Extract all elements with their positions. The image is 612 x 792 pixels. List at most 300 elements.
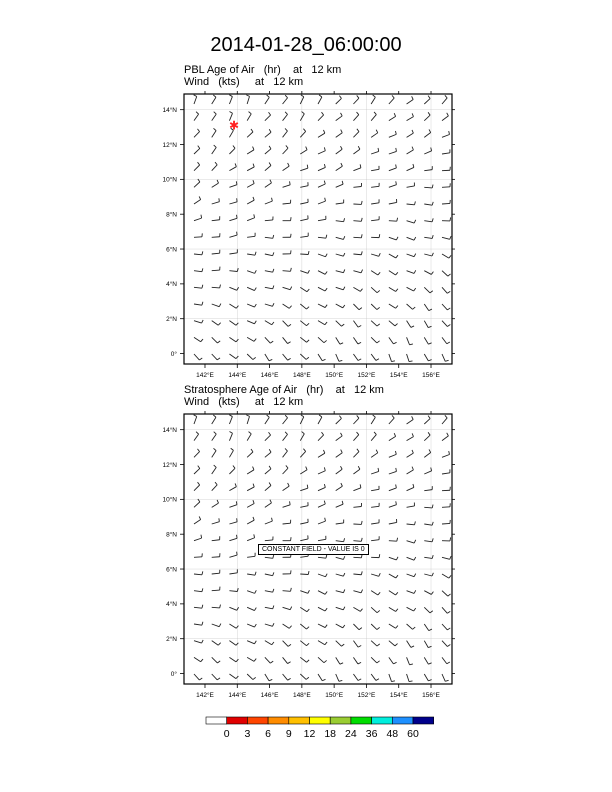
wind-barb bbox=[389, 321, 398, 326]
wind-barb bbox=[389, 519, 397, 524]
wind-barb bbox=[194, 571, 203, 574]
wind-barb bbox=[247, 607, 256, 610]
wind-barb bbox=[247, 164, 254, 171]
wind-barb bbox=[247, 449, 253, 457]
wind-barb bbox=[247, 354, 256, 360]
wind-barb bbox=[371, 183, 379, 188]
wind-barb bbox=[194, 535, 202, 541]
wind-barb bbox=[247, 147, 254, 154]
wind-barb bbox=[407, 254, 416, 257]
wind-barb bbox=[229, 304, 238, 308]
wind-barb bbox=[265, 95, 269, 104]
wind-barb bbox=[265, 657, 273, 663]
colorbar-label: 3 bbox=[244, 728, 251, 740]
wind-barb bbox=[265, 572, 274, 575]
wind-barb bbox=[318, 130, 325, 137]
y-tick-label: 0° bbox=[170, 350, 177, 358]
wind-barb bbox=[300, 607, 309, 611]
wind-barb bbox=[247, 180, 254, 187]
wind-barb bbox=[336, 181, 343, 188]
wind-barb bbox=[300, 657, 309, 662]
wind-barb bbox=[442, 415, 447, 424]
wind-barb bbox=[336, 269, 345, 272]
wind-barb bbox=[336, 199, 344, 204]
bottom-panel-subtitle: Wind (kts) at 12 km bbox=[184, 396, 304, 408]
wind-barb bbox=[371, 641, 380, 646]
wind-barb bbox=[265, 589, 274, 592]
wind-barb bbox=[389, 287, 398, 291]
wind-barb bbox=[212, 162, 217, 171]
wind-barb bbox=[424, 96, 430, 104]
wind-barb bbox=[442, 321, 450, 327]
wind-barb bbox=[407, 467, 414, 474]
wind-barb bbox=[336, 337, 343, 344]
wind-barb bbox=[283, 200, 291, 204]
wind-barb bbox=[407, 433, 414, 440]
wind-barb bbox=[336, 624, 345, 628]
wind-barb bbox=[283, 112, 288, 121]
colorbar-swatch bbox=[206, 717, 227, 724]
wind-barb bbox=[389, 484, 397, 490]
wind-barb bbox=[389, 237, 398, 240]
wind-barb bbox=[407, 182, 415, 187]
wind-barb bbox=[265, 500, 272, 508]
wind-barb bbox=[246, 415, 249, 424]
wind-barb bbox=[247, 287, 256, 290]
wind-barb bbox=[212, 605, 221, 608]
wind-barb bbox=[194, 432, 199, 441]
wind-barb bbox=[318, 432, 324, 440]
wind-barb bbox=[407, 657, 413, 664]
wind-barb bbox=[247, 129, 253, 137]
wind-barb bbox=[336, 556, 345, 559]
wind-barb bbox=[318, 536, 326, 541]
wind-barb bbox=[212, 95, 216, 104]
wind-barb bbox=[229, 535, 237, 541]
wind-barb bbox=[265, 286, 274, 289]
colorbar-label: 6 bbox=[265, 728, 272, 740]
wind-barb bbox=[389, 538, 398, 541]
x-tick-label: 152°E bbox=[357, 372, 376, 379]
wind-barb bbox=[407, 557, 416, 560]
y-tick-label: 12°N bbox=[162, 461, 177, 469]
wind-barb bbox=[336, 321, 345, 327]
wind-barb bbox=[353, 432, 358, 441]
wind-barb bbox=[424, 624, 432, 631]
wind-barb bbox=[318, 467, 325, 474]
wind-barb bbox=[283, 537, 291, 540]
wind-barb bbox=[424, 202, 433, 205]
wind-barb bbox=[424, 185, 433, 188]
wind-barb bbox=[407, 674, 413, 682]
wind-barb bbox=[442, 674, 449, 681]
wind-barb bbox=[407, 270, 416, 273]
wind-barb bbox=[300, 354, 309, 359]
wind-barb bbox=[371, 304, 380, 310]
wind-barb bbox=[442, 183, 450, 187]
x-tick-label: 144°E bbox=[228, 372, 247, 379]
wind-barb bbox=[194, 449, 200, 457]
colorbar-swatch bbox=[227, 717, 248, 724]
wind-barb bbox=[229, 232, 237, 238]
wind-barb bbox=[407, 337, 413, 344]
wind-barb bbox=[318, 607, 327, 611]
wind-barb bbox=[424, 641, 431, 648]
wind-barb bbox=[353, 218, 362, 221]
wind-barb bbox=[229, 624, 238, 628]
wind-barb bbox=[265, 466, 271, 474]
wind-barb bbox=[194, 553, 202, 557]
wind-barb bbox=[442, 287, 450, 293]
colorbar-label: 48 bbox=[386, 728, 399, 740]
wind-barb bbox=[247, 572, 256, 575]
wind-barb bbox=[353, 251, 362, 254]
wind-barb bbox=[283, 234, 291, 238]
wind-barb bbox=[442, 95, 447, 104]
wind-barb bbox=[300, 674, 309, 679]
x-tick-label: 152°E bbox=[357, 692, 376, 699]
wind-barb bbox=[353, 146, 359, 154]
wind-barb bbox=[424, 253, 433, 256]
wind-barb bbox=[389, 607, 398, 611]
wind-barb bbox=[424, 304, 432, 311]
wind-barb bbox=[300, 519, 308, 524]
wind-barb bbox=[300, 270, 309, 273]
wind-barb bbox=[371, 624, 380, 630]
wind-barb bbox=[407, 304, 416, 309]
wind-barb bbox=[371, 253, 380, 256]
colorbar-label: 0 bbox=[223, 728, 230, 740]
wind-barb bbox=[300, 337, 309, 342]
wind-barb bbox=[424, 674, 431, 681]
wind-barb bbox=[407, 113, 414, 120]
wind-barb bbox=[371, 657, 379, 663]
y-tick-label: 14°N bbox=[162, 106, 177, 114]
x-tick-label: 148°E bbox=[292, 372, 311, 379]
wind-barb bbox=[229, 181, 237, 187]
wind-barb bbox=[212, 448, 216, 457]
wind-barb bbox=[442, 271, 451, 276]
y-tick-label: 4°N bbox=[166, 281, 177, 289]
wind-barb bbox=[229, 95, 232, 104]
colorbar-label: 18 bbox=[324, 728, 337, 740]
wind-barb bbox=[407, 521, 416, 524]
wind-barb bbox=[424, 287, 433, 293]
wind-barb bbox=[229, 146, 235, 154]
wind-barb bbox=[283, 624, 292, 628]
wind-barb bbox=[442, 607, 450, 613]
wind-barb bbox=[212, 337, 220, 343]
wind-barb bbox=[353, 521, 362, 524]
wind-barb bbox=[194, 674, 202, 680]
wind-barb bbox=[371, 271, 380, 275]
wind-barb bbox=[300, 165, 308, 171]
wind-barb bbox=[336, 450, 343, 458]
wind-barb bbox=[407, 220, 416, 223]
wind-barb bbox=[300, 467, 307, 474]
wind-barb bbox=[247, 553, 255, 558]
wind-barb bbox=[442, 304, 450, 310]
wind-barb bbox=[247, 304, 256, 307]
wind-barb bbox=[212, 285, 221, 288]
wind-barb bbox=[300, 251, 309, 254]
wind-barb bbox=[353, 183, 361, 187]
wind-barb bbox=[389, 641, 398, 646]
wind-barb bbox=[247, 252, 256, 255]
wind-barb bbox=[371, 519, 379, 524]
wind-barb bbox=[424, 522, 433, 525]
wind-barb bbox=[300, 321, 309, 326]
wind-barb bbox=[300, 147, 307, 154]
wind-barb bbox=[318, 147, 325, 154]
wind-barb bbox=[389, 164, 397, 170]
wind-barb bbox=[229, 354, 238, 359]
wind-barb bbox=[336, 483, 343, 491]
wind-barb bbox=[300, 182, 308, 187]
wind-barb bbox=[247, 432, 251, 441]
wind-barb bbox=[283, 304, 292, 308]
wind-barb bbox=[229, 249, 237, 254]
wind-barb bbox=[194, 268, 203, 271]
wind-barb bbox=[389, 674, 395, 682]
wind-barb bbox=[371, 287, 380, 292]
wind-barb bbox=[229, 657, 238, 661]
y-tick-label: 6°N bbox=[166, 566, 177, 574]
wind-barb bbox=[389, 181, 397, 187]
wind-barb bbox=[371, 112, 376, 121]
wind-barb bbox=[371, 216, 379, 220]
wind-barb bbox=[247, 500, 254, 507]
wind-barb bbox=[424, 112, 430, 120]
wind-barb bbox=[353, 503, 361, 507]
wind-barb bbox=[407, 607, 416, 611]
wind-barb bbox=[265, 623, 274, 626]
wind-barb bbox=[353, 321, 361, 327]
wind-barb bbox=[229, 569, 237, 574]
wind-barb bbox=[212, 145, 217, 154]
wind-barb bbox=[229, 198, 237, 204]
wind-barb bbox=[353, 201, 362, 204]
wind-barb bbox=[442, 591, 451, 596]
wind-barb bbox=[353, 234, 362, 237]
wind-barb bbox=[407, 147, 414, 154]
wind-barb bbox=[229, 518, 237, 524]
wind-barb bbox=[194, 302, 203, 305]
wind-barb bbox=[194, 605, 203, 608]
colorbar-label: 36 bbox=[365, 728, 378, 740]
wind-barb bbox=[353, 129, 359, 138]
wind-barb bbox=[318, 657, 327, 662]
wind-barb bbox=[336, 236, 345, 239]
wind-barb bbox=[318, 95, 322, 104]
wind-barb bbox=[336, 433, 342, 441]
wind-barb bbox=[194, 95, 197, 104]
wind-barb bbox=[336, 607, 345, 610]
colorbar-label: 12 bbox=[303, 728, 316, 740]
wind-barb bbox=[265, 303, 274, 306]
wind-barb bbox=[389, 433, 396, 440]
wind-barb bbox=[318, 235, 327, 238]
wind-barb bbox=[389, 131, 396, 137]
colorbar-swatch bbox=[247, 717, 268, 724]
wind-barb bbox=[407, 321, 415, 328]
wind-barb bbox=[300, 95, 303, 104]
wind-barb bbox=[212, 432, 217, 441]
wind-barb bbox=[265, 449, 271, 457]
wind-barb bbox=[194, 354, 202, 360]
wind-barb bbox=[318, 321, 327, 325]
wind-barb bbox=[247, 112, 251, 121]
wind-barb bbox=[283, 181, 291, 187]
wind-barb bbox=[229, 163, 236, 170]
y-tick-label: 2°N bbox=[166, 636, 177, 644]
wind-barb bbox=[336, 466, 342, 474]
wind-barb bbox=[212, 624, 221, 627]
wind-barb bbox=[407, 641, 415, 648]
wind-barb bbox=[247, 657, 256, 661]
wind-barb bbox=[247, 467, 254, 474]
wind-barb bbox=[353, 590, 362, 593]
wind-barb bbox=[194, 482, 200, 490]
wind-barb bbox=[442, 236, 451, 239]
wind-barb bbox=[265, 641, 274, 645]
wind-barb bbox=[265, 337, 273, 343]
wind-barb bbox=[371, 503, 379, 508]
wind-barb bbox=[283, 145, 288, 154]
top-panel bbox=[162, 91, 455, 379]
wind-barb bbox=[353, 571, 362, 574]
wind-barb bbox=[389, 451, 396, 457]
wind-barb bbox=[247, 590, 256, 593]
wind-barb bbox=[353, 415, 358, 424]
main-title: 2014-01-28_06:00:00 bbox=[210, 34, 402, 56]
wind-barb bbox=[229, 641, 238, 646]
wind-barb bbox=[389, 254, 398, 258]
wind-barb bbox=[371, 337, 379, 343]
wind-barb bbox=[442, 537, 451, 540]
wind-barb bbox=[336, 538, 345, 541]
wind-barb bbox=[353, 95, 358, 104]
wind-barb bbox=[265, 112, 271, 120]
wind-barb bbox=[442, 113, 448, 121]
wind-barb bbox=[407, 590, 416, 593]
wind-barb bbox=[283, 607, 292, 610]
wind-barb bbox=[353, 657, 361, 664]
wind-barb bbox=[318, 555, 327, 558]
wind-barb bbox=[407, 450, 414, 457]
wind-barb bbox=[300, 112, 304, 121]
wind-barb bbox=[424, 416, 430, 424]
constant-field-label: CONSTANT FIELD - VALUE IS 0 bbox=[258, 544, 369, 555]
wind-barb bbox=[424, 555, 433, 558]
wind-barb bbox=[389, 624, 398, 628]
wind-barb bbox=[371, 130, 378, 138]
wind-barb bbox=[407, 416, 414, 424]
wind-barb bbox=[407, 287, 416, 291]
wind-barb bbox=[336, 113, 342, 121]
wind-barb bbox=[371, 415, 375, 424]
wind-barb bbox=[353, 641, 361, 647]
wind-barb bbox=[283, 501, 291, 507]
wind-barb bbox=[212, 641, 221, 646]
y-tick-label: 8°N bbox=[166, 531, 177, 539]
y-tick-label: 10°N bbox=[162, 176, 177, 184]
wind-barb bbox=[407, 502, 415, 507]
wind-barb bbox=[442, 217, 451, 220]
wind-barb bbox=[336, 253, 345, 256]
wind-barb bbox=[407, 237, 416, 240]
wind-barb bbox=[371, 468, 379, 474]
wind-barb bbox=[229, 215, 237, 221]
wind-barb bbox=[318, 641, 327, 645]
wind-barb bbox=[424, 449, 430, 457]
wind-barb bbox=[247, 534, 254, 540]
wind-barb bbox=[300, 641, 309, 646]
y-tick-label: 4°N bbox=[166, 601, 177, 609]
x-tick-label: 150°E bbox=[325, 692, 344, 699]
wind-barb bbox=[212, 482, 217, 491]
wind-barb bbox=[247, 321, 256, 324]
wind-barb bbox=[407, 354, 413, 362]
wind-barb bbox=[389, 591, 398, 595]
wind-barb bbox=[353, 624, 361, 630]
wind-barb bbox=[194, 196, 201, 204]
wind-barb bbox=[336, 589, 345, 592]
wind-barb bbox=[194, 516, 201, 524]
wind-barb bbox=[300, 502, 308, 507]
wind-barb bbox=[265, 252, 274, 255]
wind-barb bbox=[265, 415, 269, 424]
wind-barb bbox=[265, 269, 274, 272]
wind-barb bbox=[407, 574, 416, 577]
wind-barb bbox=[442, 131, 449, 137]
wind-barb bbox=[194, 499, 200, 507]
wind-barb bbox=[194, 129, 200, 137]
x-tick-label: 156°E bbox=[422, 692, 440, 699]
y-tick-label: 6°N bbox=[166, 246, 177, 254]
wind-barb bbox=[371, 607, 380, 612]
wind-barb bbox=[318, 198, 325, 204]
wind-barb bbox=[389, 657, 397, 664]
wind-barb bbox=[424, 337, 431, 344]
wind-barb bbox=[353, 354, 361, 360]
wind-barb bbox=[194, 215, 202, 221]
colorbar-swatch bbox=[392, 717, 413, 724]
wind-barb bbox=[300, 571, 309, 574]
wind-barb bbox=[442, 574, 451, 578]
wind-barb bbox=[407, 540, 416, 543]
wind-barb bbox=[407, 96, 414, 104]
y-tick-label: 10°N bbox=[162, 496, 177, 504]
wind-barb bbox=[300, 129, 305, 138]
wind-barb bbox=[283, 128, 288, 137]
wind-barb bbox=[424, 432, 430, 440]
wind-barb bbox=[336, 501, 343, 508]
wind-barb bbox=[247, 484, 254, 491]
wind-barb bbox=[283, 432, 288, 441]
wind-barb bbox=[336, 96, 342, 104]
colorbar-label: 24 bbox=[345, 728, 357, 740]
wind-barb bbox=[194, 112, 199, 121]
wind-barb bbox=[336, 130, 343, 138]
wind-barb bbox=[389, 95, 394, 104]
wind-barb bbox=[318, 337, 327, 342]
wind-barb bbox=[353, 484, 360, 490]
wind-barb bbox=[300, 449, 305, 458]
wind-barb bbox=[194, 146, 200, 154]
wind-barb bbox=[407, 484, 414, 491]
wind-barb bbox=[389, 304, 398, 308]
